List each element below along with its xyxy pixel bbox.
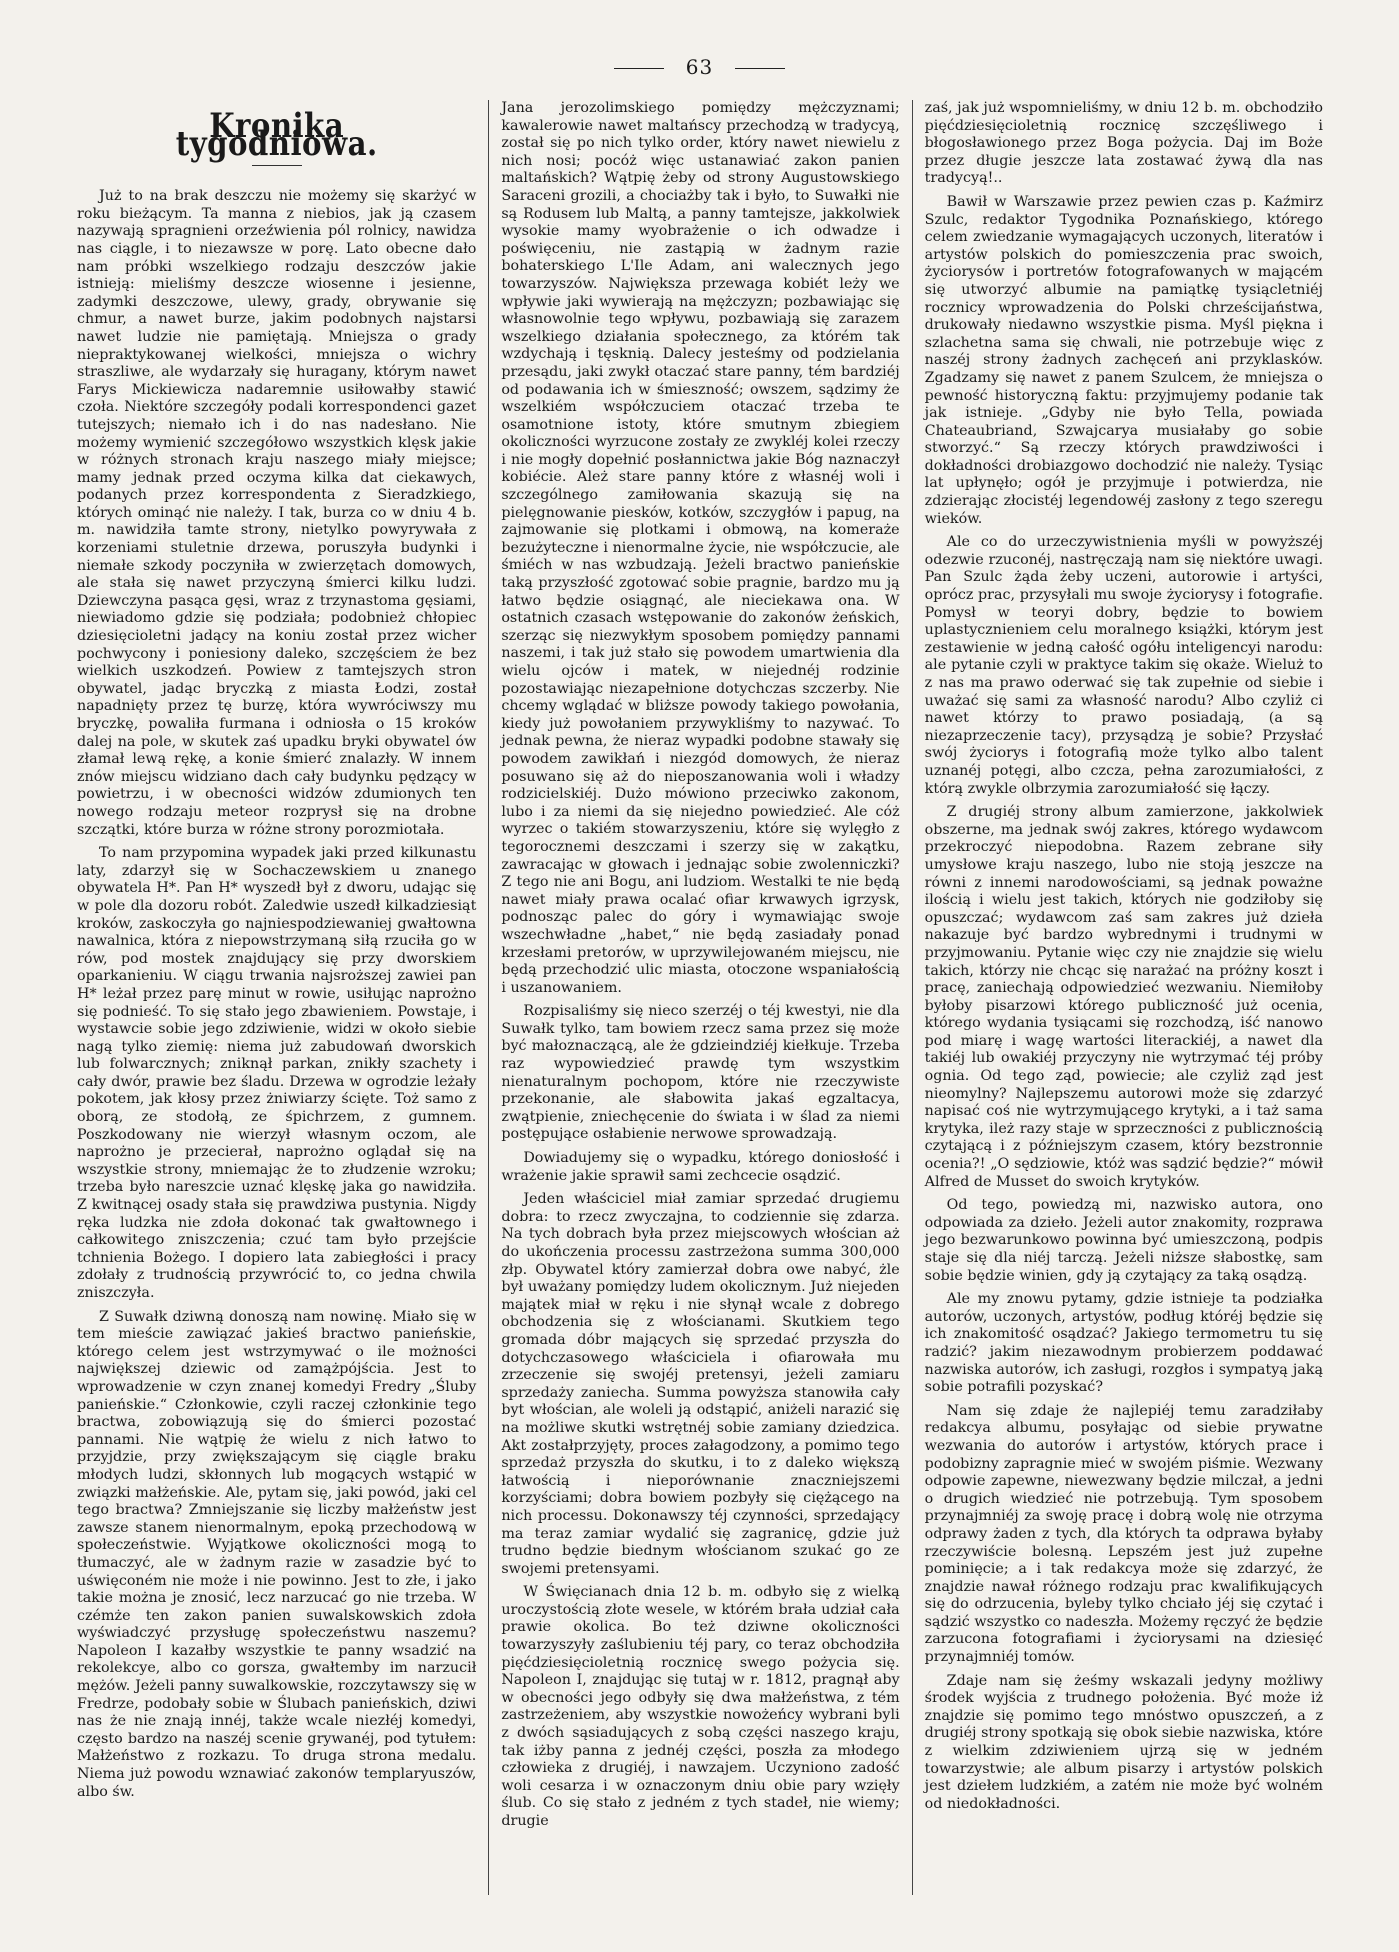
article-columns xyxy=(65,100,1335,1895)
paragraph: Nam się zdaje że najlepiéj temu zaradziłaby redakcya albumu, posyłając od siebie prywatne wezwania do autorów i artystów, których prace i podobizny zapragnie mieć w swojém piśmie. Wezwany odpowie zapewne, niewezwany będzie milczał, a jedni o drugich wiedzieć nie potrzebują. Tym sposobem przynajmniéj za swoję pracę i dobrą wolę nie otrzyma odprawy żaden z tych, dla których ta odprawa byłaby rzeczywiście bolesną. Lepszém jest już zupełne pominięcie; a i tak redakcya może się zdarzyć, że znajdzie nawał różnego rodzaju prac kwalifikujących się do odrzucenia, byleby tylko chciało jéj się czytać i sądzić wszystko co nadeszła. Możemy ręczyć że będzie zarzucona fotografiami i życiorysami na dziesięć przynajmniéj tomów. xyxy=(924,1402,1323,1666)
paragraph: Z Suwałk dziwną donoszą nam nowinę. Miało się w tem mieście zawiązać jakieś bractwo panieńskie, którego celem jest wstrzymywać o ile możności największej dziewic od zamążpójścia. Jest to wprowadzenie w czyn znanej komedyi Fredry „Śluby panieńskie.“ Członkowie, czyli raczej członkinie tego bractwa, zobowiązują się do śmierci pozostać pannami. Nie wątpię że wielu z nich łatwo to przyjdzie, przy zwiększającym się ciągle braku młodych ludzi, skłonnych lub mogących wstąpić w związki małżeńskie. Ale, pytam się, jaki powód, jaki cel tego bractwa? Zmniejszanie się liczby małżeństw jest zawsze stanem nienormalnym, epoką przechodową w społeczeństwie. Wyjątkowe okoliczności mogą to tłumaczyć, ale w żadnym razie w zasadzie być to uświęconém nie może i nie powinno. Jest to złe, i jako takie można je znosić, lecz narzucać go nie trzeba. W czémże ten zakon panien suwalskowskich zdoła wyświadczyć przysługę społeczeństwu naszemu? Napoleon I kazałby wszystkie te panny wsadzić na rekolekcye, albo co gorsza, gwałtemby im narzucił mężów. Jeżeli panny suwalkowskie, rozczytawszy się w Fredrze, podobały sobie w Ślubach panieńskich, dziwi nas że nie znają innéj, także wcale niezłéj komedyi, często bardzo na naszéj scenie grywanéj, pod tytułem: Małżeństwo z rozkazu. To druga strona medalu. Niema już powodu wznawiać zakonów templaryuszów, albo św. xyxy=(77,1308,477,1800)
folio-dash-right xyxy=(735,68,785,69)
paragraph: Dowiadujemy się o wypadku, którego doniosłość i wrażenie jakie sprawił sami zechcecie osądzić. xyxy=(501,1150,900,1184)
folio-dash-left xyxy=(614,68,664,69)
title-rule xyxy=(252,165,302,166)
column-1 xyxy=(65,100,488,1895)
page-number-header xyxy=(0,55,1399,79)
paragraph: Ale co do urzeczywistnienia myśli w powyższéj odezwie rzuconéj, nastręczają nam się niektóre uwagi. Pan Szulc żąda żeby uczeni, autorowie i artyści, oprócz prac, przysyłali mu swoje życiorysy i fotografie. Pomysł w teoryi dobry, będzie to bowiem uplastycznieniem celu moralnego książki, którym jest zestawienie w jedną całość ogółu inteligencyi narodu: ale pytanie czyli w praktyce takim się okaże. Wieluż to z nas ma prawo oderwać się tak zupełnie od siebie i uważać się sami za własność narodu? Albo czyliż ci nawet którzy to prawo posiadają, (a są niezaprzeczenie tacy), przysądzą je sobie? Przysłać swój życiorys i fotografią może tylko albo talent uznanéj potęgi, albo czcza, pełna zarozumiałości, z którą zwykle olbrzymia zarozumiałość się łączy. xyxy=(924,534,1323,797)
paragraph: Od tego, powiedzą mi, nazwisko autora, ono odpowiada za dzieło. Jeżeli autor znakomity, rozprawa jego bezwarunkowo powinna być umieszczoną, podpis staje się dla niéj tarczą. Jeżeli niższe słabostkę, sam sobie będzie winien, gdy ją czytający za taką osądzą. xyxy=(924,1197,1323,1284)
paragraph: Rozpisaliśmy się nieco szerzéj o téj kwestyi, nie dla Suwałk tylko, tam bowiem rzecz sama przez się może być małoznaczącą, ale że gdzieindziéj kiełkuje. Trzeba raz wypowiedzieć prawdę tym wszystkim nienaturalnym pochopom, które nie rzeczywiste przekonanie, ale słabowita jakaś egzaltacya, zwątpienie, zniechęcenie do świata i w ślad za niemi postępujące osłabienie nerwowe sprowadzają. xyxy=(501,1003,900,1143)
column-2 xyxy=(488,100,911,1895)
column-3 xyxy=(912,100,1335,1895)
paragraph: Bawił w Warszawie przez pewien czas p. Kaźmirz Szulc, redaktor Tygodnika Poznańskiego, którego celem zwiedzanie wymagających uczonych, literatów i artystów polskich do pomieszczenia prac swoich, życiorysów i portretów fotografowanych w mającém się utworzyć albumie na pamiątkę tysiącletniéj rocznicy wprowadzenia do Polski chrześcijaństwa, drukowały niedawno wszystkie pisma. Myśl piękna i szlachetna sama się chwali, nie potrzebuje więc z naszéj strony żadnych zachęceń ani przyklasków. Zgadzamy się nawet z panem Szulcem, że mniejsza o pewność historyczną faktu: przyjmujemy podanie tak jak istnieje. „Gdyby nie było Tella, powiada Chateaubriand, Szwajcarya musiałaby go sobie stworzyć.“ Są rzeczy których prawdziwości i dokładności drobiazgowo dochodzić nie należy. Tysiąc lat upłynęło; ogół je przyjmuje i potwierdza, nie zdzierając złocistéj legendowéj zasłony z tego szeregu wieków. xyxy=(924,193,1323,527)
paragraph: Jeden właściciel miał zamiar sprzedać drugiemu dobra: to rzecz zwyczajna, to codziennie się zdarza. Na tych dobrach była przez miejscowych włościan aż do ukończenia processu zastrzeżona summa 300,000 złp. Obywatel który zamierzał dobra owe nabyć, żle był uważany pomiędzy ludem okolicznym. Już niejeden majątek miał w ręku i nie słynął wcale z dobrego obchodzenia się z włościanami. Skutkiem tego gromada dóbr mających się sprzedać przyszła do dotychczasowego właściciela i ofiarowała mu zrzeczenie się swojéj pretensyi, jeżeli zamiaru sprzedaży zaniecha. Summa powyższa stanowiła cały byt włościan, ale woleli ją odstąpić, aniżeli narazić się na możliwe skutki wstrętnéj sobie zamiany dziedzica. Akt zostałprzyjęty, proces załagodzony, a pomimo tego sprzedaż przyszła do skutku, i to z daleko większą łatwością i nieporównanie znaczniejszemi korzyściami; dobra bowiem pozbyły się ciężącego na nich processu. Dokonawszy téj czynności, sprzedający ma teraz zamiar wydalić się zagranicę, gdzie już trudno będzie biednym włościanom szukać go ze swojemi pretensyami. xyxy=(501,1191,900,1577)
paragraph: To nam przypomina wypadek jaki przed kilkunastu laty, zdarzył się w Sochaczewskiem u znanego obywatela H*. Pan H* wyszedł był z dworu, udając się w pole dla dozoru robót. Zaledwie uszedł kilkadziesiąt kroków, zaskoczyła go najniespodziewaniej gwałtowna nawalnica, która z niepowstrzymaną siłą rzuciła go w rów, pod mostek znajdujący się przy dworskiem oparkanieniu. W ciągu trwania najsroższej zawiei pan H* leżał przez parę minut w rowie, usiłując naprożno się podnieść. To się stało jego zbawieniem. Powstaje, i wystawcie sobie jego zdziwienie, widzi w około siebie nagą tylko ziemię: niema już zabudowań dworskich lub folwarcznych; zniknął parkan, znikły szachety i cały dwór, prawie bez śladu. Drzewa w ogrodzie leżały pokotem, jak kłosy przez żniwiarzy ścięte. Toż samo z oborą, ze stodołą, ze śpichrzem, z gumnem. Poszkodowany nie wierzył własnym oczom, ale naprożno je przecierał, naprożno oglądał się na wszystkie strony, mniemając że to złudzenie wzroku; trzeba było nareszcie uznać klęskę jaka go nawidziła. Z kwitnącej osady stała się prawdziwa pustynia. Nigdy ręka ludzka nie zdoła dokonać tak gwałtownego i całkowitego zniszczenia; czuć tam było przejście tchnienia Bożego. I dopiero lata zabiegłości i pracy zdołały z trudnością przywrócić to, co jedna chwila zniszczyła. xyxy=(77,845,477,1301)
page-number: 63 xyxy=(685,55,714,79)
paragraph: Już to na brak deszczu nie możemy się skarżyć w roku bieżącym. Ta manna z niebios, jak ją czasem nazywają spragnieni orzeźwienia pól rolnicy, nawidza nas ciągle, i to niezawsze w porę. Lato obecne dało nam próbki wszelkiego rodzaju deszczów jakie istnieją: mieliśmy deszcze wiosenne i jesienne, zadymki deszczowe, ulewy, grady, obrywanie się chmur, a nawet burze, jakim podobnych najstarsi nawet ludzie nie pamiętają. Mniejsza o grady niepraktykowanej wielkości, mniejsza o wichry straszliwe, ale wydarzały się huragany, którym nawet Farys Mickiewicza nadaremnie usiłowałby stawić czoła. Niektóre szczegóły podali korrespondenci gazet tutejszych; niemało ich i do nas nadesłano. Nie możemy wymienić szczegółowo wszystkich klęsk jakie w różnych stronach kraju naszego miały miejsce; mamy jednak przed oczyma kilka dat ciekawych, podanych przez korrespondenta z Sieradzkiego, których ominąć nie należy. I tak, burza co w dniu 4 b. m. nawidziła tamte strony, nietylko powyrywała z korzeniami stuletnie drzewa, poruszyła budynki i niemałe szkody poczyniła w zwierzętach domowych, ale stała się nawet przyczyną śmierci kilku ludzi. Dziewczyna pasąca gęsi, wraz z trzynastoma gęsiami, niewiadomo gdzie się podziała; podobnież chłopiec dziesięcioletni jadący na koniu został przez wicher pochwycony i poniesiony daleko, szczęściem że bez wielkich uszkodzeń. Powiew z tamtejszych stron obywatel, jadąc bryczką z miasta Łodzi, został napadnięty przez tę burzę, która wywróciwszy mu bryczkę, powaliła furmana i odniosła o 15 kroków dalej na pole, w skutek zaś upadku bryki obywatel ów złamał lewą rękę, a konie śmierć znalazły. W innem znów miejscu widziano dach cały budynku pędzący w powietrzu, i w obecności widzów zdumionych ten nowego rodzaju meteor rozprysł się na drobne szczątki, które burza w różne strony porozmiotała. xyxy=(77,188,477,838)
paragraph: Z drugiéj strony album zamierzone, jakkolwiek obszerne, ma jednak swój zakres, którego wydawcom przekroczyć niepodobna. Razem zebrane siły umysłowe kraju naszego, lubo nie stoją jeszcze na równi z innemi narodowościami, są jednak poważne ilością i wielu jest takich, których nie godziłoby się opuszczać; wydawcom zaś sam zakres już dzieła nakazuje być bardzo wybrednymi i trudnymi w przyjmowaniu. Pytanie więc czy nie znajdzie się wielu takich, którzy nie chcąc się narażać na próżny koszt i pracę, zaniechają odpowiedzieć wezwaniu. Niemiłoby byłoby pisarzowi którego publiczność już ocenia, którego wydania tysiącami się rozchodzą, iść nanowo pod miarę i wagę wartości literackiéj, a nawet dla takiéj lub owakiéj przyczyny nie wytrzymać téj próby ognia. Od tego ząd, powiecie; ale czyliż ząd jest nieomylny? Najlepszemu autorowi może się zdarzyć napisać coś nie wytrzymującego krytyki, a i taż sama krytyka, ileż razy staje w sprzeczności z publicznością czytającą i z późniejszym czasem, który bezstronnie ocenia?! „O sędziowie, któż was sądzić będzie?“ mówił Alfred de Musset do swoich krytyków. xyxy=(924,804,1323,1190)
paragraph: Ale my znowu pytamy, gdzie istnieje ta podziałka autorów, uczonych, artystów, podług któréj będzie się ich znakomitość osądzać? Jakiego termometru tu się radzić? jakim niezawodnym probierzem poddawać nazwiska autorów, ich zasługi, rozgłos i sympatyą jaką sobie potrafili pozyskać? xyxy=(924,1291,1323,1396)
article-title: Kronika tygodniowa. xyxy=(175,106,378,164)
paragraph: zaś, jak już wspomnieliśmy, w dniu 12 b. m. obchodziło pięćdziesięcioletnią rocznicę szczęśliwego i błogosławionego przez Boga pożycia. Daj im Boże przez długie jeszcze lata zostawać żywą dla nas tradycyą!.. xyxy=(924,100,1323,187)
paragraph: W Święcianach dnia 12 b. m. odbyło się z wielką uroczystością złote wesele, w którém brała udział cała prawie okolica. Bo też dziwne okoliczności towarzyszyły zaślubieniu téj pary, co teraz obchodziła pięćdziesięcioletnią rocznicę swego pożycia się. Napoleon I, znajdując się tutaj w r. 1812, pragnął aby w obecności jego odbyły się dwa małżeństwa, z tém zastrzeżeniem, aby wszystkie nowożeńcy wybrani byli z dwóch sąsiadujących z sobą części naszego kraju, tak iżby panna z jednéj części, poszła za młodego człowieka z drugiéj, i nawzajem. Uczyniono zadość woli cesarza i w oznaczonym dniu obie pary wzięły ślub. Co się stało z jedném z tych stadeł, nie wiemy; drugie xyxy=(501,1584,900,1829)
paragraph: Jana jerozolimskiego pomiędzy mężczyznami; kawalerowie nawet maltańscy przechodzą w tradycyą, został się po nich tylko order, który nawet niewielu z nich nosi; pocóż więc ustanawiać zakon panien maltańskich? Wątpię żeby od strony Augustowskiego Saraceni grozili, a chociażby tak i było, to Suwałki nie są Rodusem lub Maltą, a panny tamtejsze, jakkolwiek wysokie mamy wyobrażenie o ich odwadze i poświęceniu, nie zastąpią w żadnym razie bohaterskiego L'Ile Adam, ani walecznych jego towarzyszów. Największa przewaga kobiét leży we wpływie jaki wywierają na mężczyzn; pozbawiając się własnowolnie tego wpływu, pozbawiają się zarazem wszelkiego działania społecznego, za którém tak wzdychają i tęsknią. Dalecy jesteśmy od podzielania przesądu, jaki zwykł otaczać stare panny, tém bardziéj od podawania ich w śmieszność; owszem, sądzimy że wszelkiém współczuciem otaczać trzeba te osamotnione istoty, które smutnym zbiegiem okoliczności wyrzucone zostały ze zwykléj kolei rzeczy i nie mogły dopełnić posłannictwa jakie Bóg naznaczył kobiécie. Ależ stare panny które z własnéj woli i szczególnego zamiłowania skazują się na pielęgnowanie piesków, kotków, szczygłów i papug, na zajmowanie się plotkami i obmową, na komeraże bezużyteczne i nienormalne życie, nie współczucie, ale śmiéch w nas wzbudzają. Jeżeli bractwo panieńskie taką przyszłość zgotować sobie pragnie, bardzo mu ją łatwo będzie osiągnąć, ale nieciekawa ona. W ostatnich czasach wstępowanie do zakonów żeńskich, szerząc się niezwykłym sposobem pomiędzy pannami naszemi, i tak już stało się powodem umartwienia dla wielu ojców i matek, w niejednéj rodzinie pozostawiając niezapełnione dotychczas szczerby. Nie chcemy wglądać w bliższe powody takiego powołania, kiedy już powołaniem przywykliśmy to nazywać. To jednak pewna, że nieraz wypadki podobne stawały się powodem zawikłań i niezgód domowych, że nieraz posuwano się aż do nieposzanowania woli i władzy rodzicielskiéj. Dużo mówiono przeciwko zakonom, lubo i za niemi da się niejedno powiedzieć. Ale cóż wyrzec o takiém stowarzyszeniu, które się wylęgło z tegorocznemi deszczami i szerzy się w zakątku, zawracając w głowach i jednając sobie zwolenniczki? Z tego nie ani Bogu, ani ludziom. Westalki te nie będą nawet miały prawa ocalać ofiar krwawych igrzysk, podnosząc palec do góry i wymawiając swoje wszechwładne „habet,“ nie będą zasiadały ponad krzesłami pretorów, w uprzywilejowaném miejscu, nie będą przechodzić ulic miasta, otoczone wspaniałością i uszanowaniem. xyxy=(501,100,900,996)
paragraph: Zdaje nam się żeśmy wskazali jedyny możliwy środek wyjścia z trudnego położenia. Być może iż znajdzie się pomimo tego mnóstwo opuszczeń, a z drugiéj strony spotkają się obok siebie nazwiska, które z wielkim zdziwieniem ujrzą się w jedném towarzystwie; ale album pisarzy i artystów polskich jest dziełem ludzkiém, a zatém nie może być wolném od niedokładności. xyxy=(924,1672,1323,1812)
